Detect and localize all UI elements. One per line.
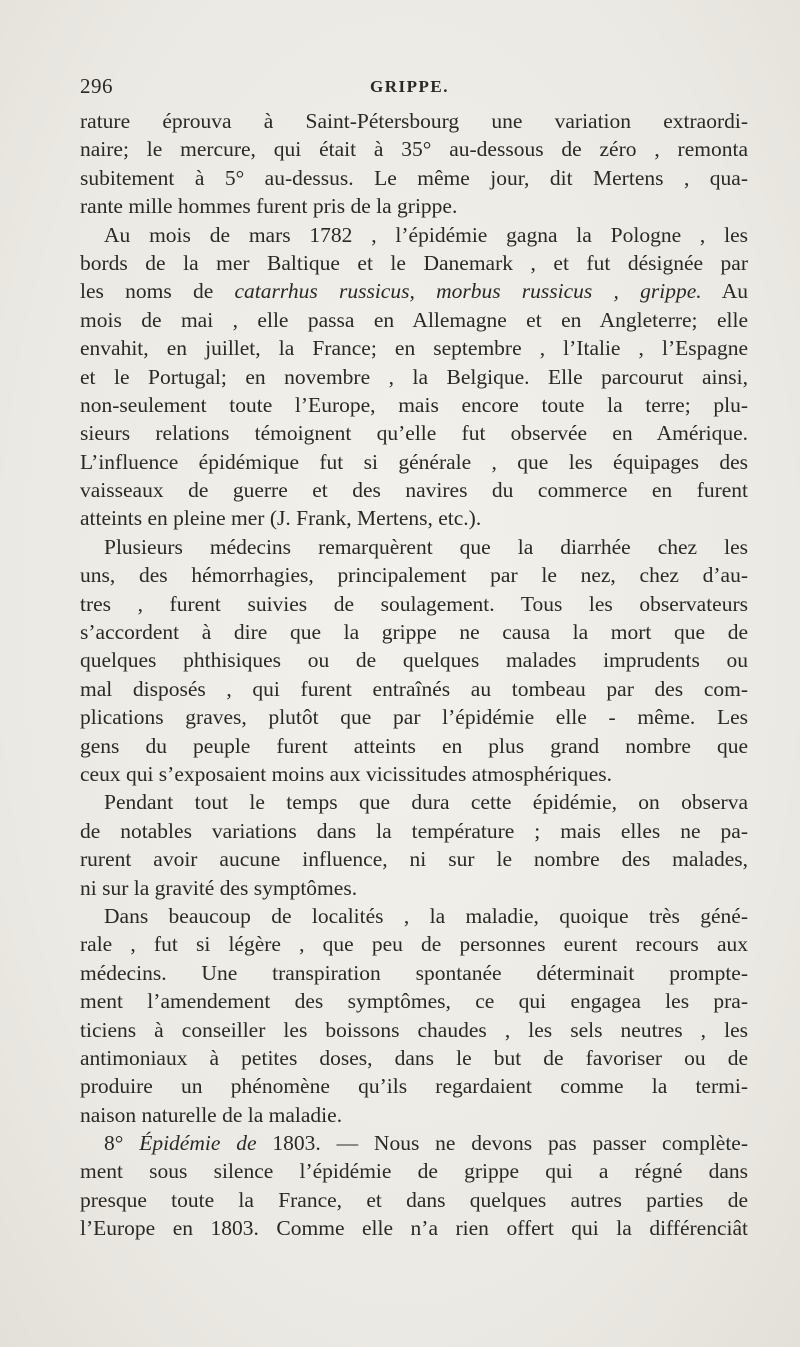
text-line bbox=[80, 675, 748, 703]
text-line bbox=[80, 135, 748, 163]
page-number: 296 bbox=[80, 74, 113, 98]
text-line bbox=[80, 419, 748, 447]
text-run: L’influence épidémique fut si générale , que les équipages des bbox=[80, 449, 748, 474]
text-line bbox=[80, 192, 748, 220]
text-run: rale , fut si légère , que peu de personnes eurent recours aux bbox=[80, 932, 748, 957]
text-run: ceux qui s’exposaient moins aux vicissitudes atmosphériques. bbox=[80, 761, 613, 786]
text-line bbox=[80, 646, 748, 674]
text-run: Au bbox=[721, 279, 748, 304]
text-run: 1803. — Nous ne devons pas passer complète- bbox=[272, 1131, 748, 1156]
text-run: Pendant tout le temps que dura cette épidémie, on observa bbox=[104, 790, 748, 815]
text-run: envahit, en juillet, la France; en septembre , l’Italie , l’Espagne bbox=[80, 336, 748, 361]
text-line bbox=[80, 334, 748, 362]
text-run: ni sur la gravité des symptômes. bbox=[80, 875, 358, 900]
text-line bbox=[80, 363, 748, 391]
text-run: atteints en pleine mer (J. Frank, Mertens, etc.). bbox=[80, 506, 482, 531]
text-line bbox=[80, 1072, 748, 1100]
text-line bbox=[80, 533, 748, 561]
text-run: rurent avoir aucune influence, ni sur le nombre des malades, bbox=[80, 847, 748, 872]
text-line bbox=[80, 1186, 748, 1214]
text-run: plications graves, plutôt que par l’épidémie elle - même. Les bbox=[80, 705, 748, 730]
text-line bbox=[80, 1214, 748, 1242]
text-line bbox=[80, 306, 748, 334]
text-line bbox=[80, 930, 748, 958]
text-line bbox=[80, 164, 748, 192]
text-run: naison naturelle de la maladie. bbox=[80, 1102, 343, 1127]
text-line bbox=[80, 249, 748, 277]
text-line bbox=[80, 590, 748, 618]
text-line bbox=[80, 1157, 748, 1185]
page-header bbox=[80, 74, 750, 104]
text-run: quelques phthisiques ou de quelques malades imprudents ou bbox=[80, 648, 748, 673]
text-line bbox=[80, 391, 748, 419]
text-run: rature éprouva à Saint-Pétersbourg une variation extraordi- bbox=[80, 109, 748, 133]
text-run: Dans beaucoup de localités , la maladie, quoique très géné- bbox=[104, 903, 748, 928]
text-line bbox=[80, 788, 748, 816]
text-run: sieurs relations témoignent qu’elle fut observée en Amérique. bbox=[80, 421, 748, 446]
text-run: et le Portugal; en novembre , la Belgique. Elle parcourut ainsi, bbox=[80, 364, 748, 389]
text-line bbox=[80, 1016, 748, 1044]
text-line bbox=[80, 1101, 748, 1129]
text-run: ticiens à conseiller les boissons chaudes , les sels neutres , les bbox=[80, 1017, 748, 1042]
text-line bbox=[80, 1129, 748, 1157]
text-line bbox=[80, 476, 748, 504]
text-run: vaisseaux de guerre et des navires du commerce en furent bbox=[80, 478, 748, 503]
text-line bbox=[80, 221, 748, 249]
text-run: les noms de bbox=[80, 279, 214, 304]
text-run: Plusieurs médecins remarquèrent que la diarrhée chez les bbox=[104, 534, 748, 559]
text-run: mal disposés , qui furent entraînés au tombeau par des com- bbox=[80, 676, 748, 701]
text-line bbox=[80, 817, 748, 845]
text-run: Au mois de mars 1782 , l’épidémie gagna la Pologne , les bbox=[104, 222, 748, 247]
text-run: produire un phénomène qu’ils regardaient comme la termi- bbox=[80, 1074, 748, 1099]
text-line bbox=[80, 760, 748, 788]
body-text bbox=[80, 107, 748, 1243]
text-line bbox=[80, 902, 748, 930]
text-line bbox=[80, 561, 748, 589]
text-line bbox=[80, 987, 748, 1015]
text-run: ment l’amendement des symptômes, ce qui engagea les pra- bbox=[80, 989, 748, 1014]
text-run: rante mille hommes furent pris de la grippe. bbox=[80, 194, 458, 219]
text-run: s’accordent à dire que la grippe ne causa la mort que de bbox=[80, 620, 748, 645]
italic-run: Épidémie de bbox=[139, 1131, 257, 1156]
text-line bbox=[80, 845, 748, 873]
text-line bbox=[80, 874, 748, 902]
text-line bbox=[80, 107, 748, 135]
text-run: bords de la mer Baltique et le Danemark , et fut désignée par bbox=[80, 250, 748, 275]
text-run: médecins. Une transpiration spontanée déterminait prompte- bbox=[80, 960, 748, 985]
text-line bbox=[80, 1044, 748, 1072]
text-run: antimoniaux à petites doses, dans le but de favoriser ou de bbox=[80, 1045, 748, 1070]
text-run: subitement à 5° au-dessus. Le même jour, dit Mertens , qua- bbox=[80, 165, 748, 190]
text-run: 8° bbox=[104, 1131, 124, 1156]
text-run: tres , furent suivies de soulagement. Tous les observateurs bbox=[80, 591, 748, 616]
text-run: mois de mai , elle passa en Allemagne et en Angleterre; elle bbox=[80, 307, 748, 332]
text-run: de notables variations dans la température ; mais elles ne pa- bbox=[80, 818, 748, 843]
text-line bbox=[80, 277, 748, 305]
text-run: ment sous silence l’épidémie de grippe qui a régné dans bbox=[80, 1159, 748, 1184]
text-line bbox=[80, 448, 748, 476]
text-line bbox=[80, 959, 748, 987]
text-run: gens du peuple furent atteints en plus grand nombre que bbox=[80, 733, 748, 758]
text-run: non-seulement toute l’Europe, mais encore toute la terre; plu- bbox=[80, 392, 748, 417]
text-run: presque toute la France, et dans quelques autres parties de bbox=[80, 1187, 748, 1212]
text-line bbox=[80, 618, 748, 646]
text-line bbox=[80, 732, 748, 760]
italic-run: catarrhus russicus, morbus russicus , grippe. bbox=[234, 279, 702, 304]
text-line bbox=[80, 504, 748, 532]
running-head: GRIPPE. bbox=[370, 77, 449, 96]
text-run: l’Europe en 1803. Comme elle n’a rien offert qui la différenciât bbox=[80, 1216, 748, 1241]
text-line bbox=[80, 703, 748, 731]
text-run: naire; le mercure, qui était à 35° au-dessous de zéro , remonta bbox=[80, 137, 748, 162]
text-run: uns, des hémorrhagies, principalement par le nez, chez d’au- bbox=[80, 563, 748, 588]
